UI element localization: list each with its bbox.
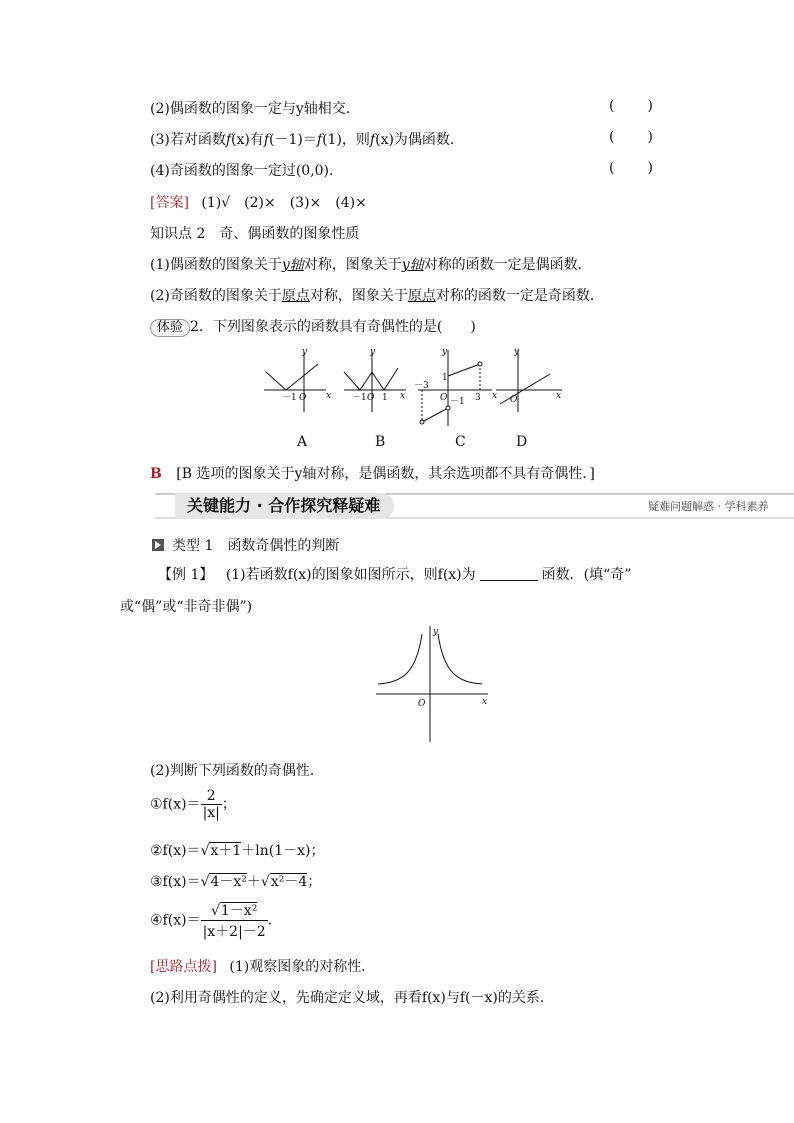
example-1-y-label: y xyxy=(433,627,439,637)
answer-paren-2: ( ) xyxy=(609,98,653,114)
experience-line: 体验 2．下列图象表示的函数具有奇偶性的是( ) xyxy=(150,316,476,337)
example-1-line-2: 或“偶”或“非奇非偶”) xyxy=(120,599,253,615)
choice-answer-text: [B 选项的图象关于y轴对称，是偶函数，其余选项都不具有奇偶性．] xyxy=(176,466,595,482)
question-2: (2)偶函数的图象一定与y轴相交． xyxy=(150,101,360,117)
question-3: (3)若对函数f(x)有f(－1)＝f(1)，则f(x)为偶函数． xyxy=(150,132,464,148)
graph-a xyxy=(264,352,326,412)
graph-a-tick: －1 xyxy=(282,393,297,403)
graph-c-tick-1: 1 xyxy=(442,373,448,383)
graph-a-y-label: y xyxy=(302,347,308,357)
choice-answer xyxy=(150,463,595,483)
fill-blank[interactable] xyxy=(480,566,538,581)
graph-c-tick-3: 3 xyxy=(475,393,481,403)
graph-a-origin: O xyxy=(299,393,307,403)
experience-badge: 体验 xyxy=(150,319,190,337)
graph-label-b: B xyxy=(375,434,386,450)
graph-label-d: D xyxy=(516,434,528,450)
graph-a-x-label: x xyxy=(326,391,332,401)
formula-1: ①f(x)＝ $\frac{2}{|x|}$ ； xyxy=(150,788,236,821)
answer-label: [答案] xyxy=(150,195,189,211)
hint-label: [思路点拨] xyxy=(150,959,217,975)
graph-c-tick-neg3: －3 xyxy=(414,381,429,391)
section-title: 关键能力 · 合作探究释疑难 xyxy=(175,493,394,519)
graph-b xyxy=(344,352,406,412)
example-1-line-1: 【例 1】 (1)若函数f(x)的图象如图所示，则f(x)为 函数．(填“奇” xyxy=(158,567,632,583)
type-1-heading: 类型 1 函数奇偶性的判断 xyxy=(152,535,339,555)
hint-line-2: (2)利用奇偶性的定义，先确定定义域，再看f(x)与f(－x)的关系． xyxy=(150,990,554,1006)
graph-b-tick-right: 1 xyxy=(382,393,388,403)
graph-label-a: A xyxy=(297,434,308,450)
answer-paren-3: ( ) xyxy=(609,129,653,145)
graph-label-c: C xyxy=(455,434,466,450)
formula-2: ②f(x)＝√x＋1＋ln(1－x)； xyxy=(150,843,325,859)
knowledge-line-2: (2)奇函数的图象关于原点对称，图象关于原点对称的函数一定是奇函数． xyxy=(150,288,604,304)
choice-answer-letter: B xyxy=(150,466,162,482)
knowledge-title: 知识点 2 奇、偶函数的图象性质 xyxy=(150,226,360,242)
graph-c-y-label: y xyxy=(442,347,448,357)
formula-4-fraction: $\frac{\text{√1－x²}}{|x+2|-2}$ xyxy=(202,903,266,940)
graph-c-x-label: x xyxy=(492,391,498,401)
graph-b-y-label: y xyxy=(370,347,376,357)
formula-4: ④f(x)＝ $\frac{\text{√1－x²}}{|x+2|-2}$ ． xyxy=(150,900,282,941)
graph-c-origin: O xyxy=(440,393,448,403)
graph-d-x-label: x xyxy=(556,391,562,401)
answer-line xyxy=(150,192,367,212)
example-1-origin: O xyxy=(418,699,426,709)
formula-3: ③f(x)＝√4－x²＋√x²－4； xyxy=(150,874,322,890)
formula-1-fraction: $\frac{2}{|x|}$ xyxy=(202,788,220,821)
answer-text: (1)√ (2)× (3)× (4)× xyxy=(201,195,367,211)
graph-c-tick-neg1: －1 xyxy=(450,397,465,407)
play-triangle-icon xyxy=(152,539,164,551)
graph-d-origin: O xyxy=(510,395,518,405)
graph-d xyxy=(496,350,562,412)
graph-c xyxy=(418,350,492,426)
example-1-x-label: x xyxy=(482,697,488,707)
answer-paren-4: ( ) xyxy=(609,160,653,176)
graph-b-tick-left: －1 xyxy=(352,393,367,403)
section-subtitle: 疑难问题解惑 · 学科素养 xyxy=(648,500,769,513)
knowledge-line-1: (1)偶函数的图象关于y轴对称，图象关于y轴对称的函数一定是偶函数． xyxy=(150,257,592,273)
hint-line-1: [思路点拨] (1)观察图象的对称性． xyxy=(150,959,376,975)
graph-choices xyxy=(258,346,578,446)
question-4: (4)奇函数的图象一定过(0,0)． xyxy=(150,163,344,179)
graph-d-y-label: y xyxy=(514,347,520,357)
part-2-heading: (2)判断下列函数的奇偶性． xyxy=(150,763,324,779)
graph-b-x-label: x xyxy=(400,391,406,401)
graph-b-origin: O xyxy=(367,393,375,403)
example-1-graph xyxy=(372,624,502,744)
